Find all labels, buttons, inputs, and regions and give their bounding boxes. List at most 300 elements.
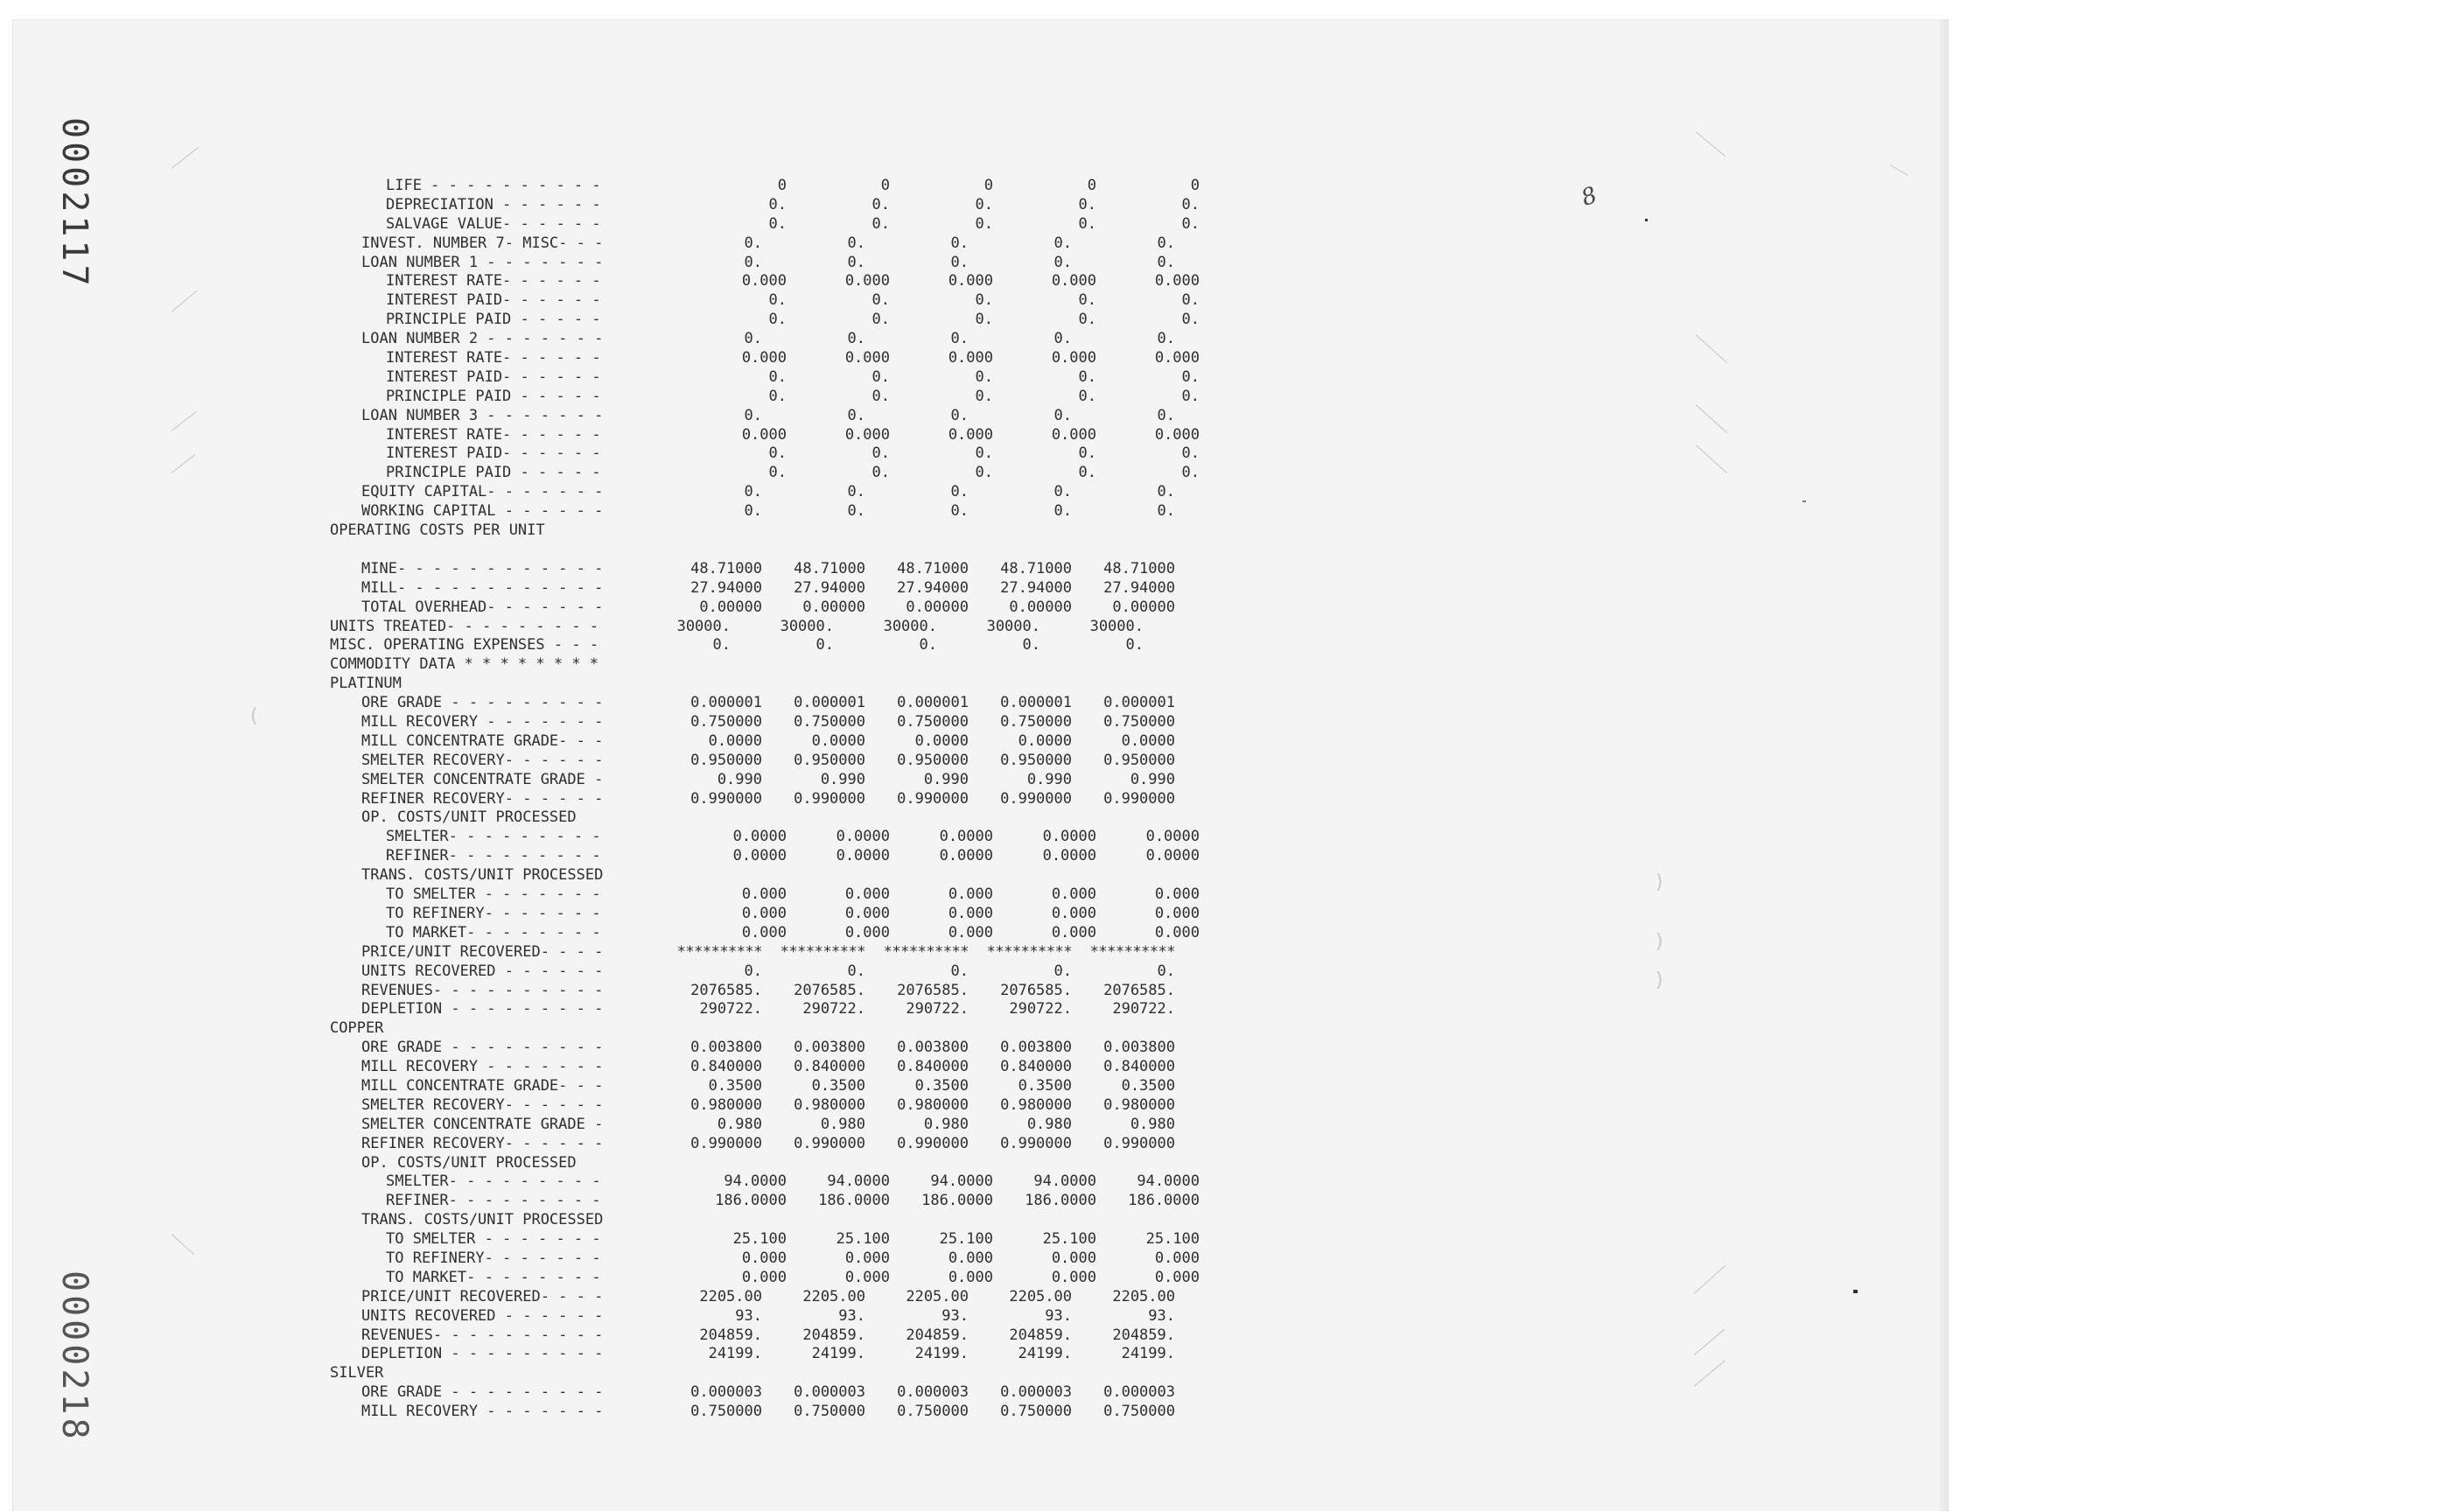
value-cell: 0. — [1181, 444, 1200, 463]
report-row — [330, 291, 1200, 311]
report-row — [330, 1250, 1200, 1269]
value-cell: 30000. — [986, 617, 1040, 635]
value-cell: 0.0000 — [914, 732, 969, 750]
value-cell: 0.000 — [1051, 1249, 1096, 1267]
value-cell: 0. — [847, 502, 865, 521]
value-cell: 0. — [1078, 195, 1096, 214]
report-row — [330, 732, 1200, 752]
scan-artifact: ( — [250, 705, 258, 727]
value-cell: 0. — [975, 195, 993, 214]
value-cell: 0.840000 — [794, 1058, 865, 1076]
row-label: PRICE/UNIT RECOVERED- - - - — [361, 942, 604, 961]
value-cell: 0.000001 — [1000, 694, 1072, 712]
handwritten-page-mark: 8 — [1578, 182, 1601, 212]
value-cell: 0.0000 — [732, 847, 787, 865]
value-cell: 0.950000 — [690, 751, 762, 769]
value-cell: 0. — [1181, 387, 1200, 405]
report-row — [330, 1269, 1200, 1288]
value-cell: 0.0000 — [1145, 828, 1200, 846]
computer-printout — [330, 177, 1200, 1422]
value-cell: 0.0000 — [732, 828, 787, 846]
report-row — [330, 1364, 1200, 1383]
value-cell: ********** — [986, 942, 1072, 961]
value-cell: 0.990000 — [690, 789, 762, 808]
row-label: SALVAGE VALUE- - - - - - — [386, 214, 601, 233]
value-cell: 0. — [744, 330, 762, 348]
value-cell: 0. — [768, 464, 787, 482]
row-label: TO REFINERY- - - - - - - — [386, 1249, 601, 1267]
value-cell: 0.750000 — [690, 1403, 762, 1421]
value-cell: 0.000 — [1051, 425, 1096, 444]
value-cell: 0. — [1157, 234, 1175, 252]
row-label: ORE GRADE - - - - - - - - - — [361, 1039, 604, 1057]
value-cell: 0. — [872, 368, 890, 386]
value-cell: 0. — [872, 444, 890, 463]
value-cell: 0. — [712, 636, 731, 654]
value-cell: 0.000 — [1051, 904, 1096, 922]
row-label: REVENUES- - - - - - - - - - — [361, 981, 604, 999]
value-cell: 186.0000 — [818, 1192, 890, 1210]
value-cell: 2076585. — [1000, 981, 1072, 999]
value-cell: 24199. — [1121, 1345, 1175, 1363]
value-cell: 0.0000 — [1042, 828, 1096, 846]
value-cell: 0. — [1078, 368, 1096, 386]
report-row — [330, 1058, 1200, 1077]
value-cell: 0.0000 — [1018, 732, 1072, 750]
report-row — [330, 962, 1200, 982]
scan-artifact: ) — [1656, 970, 1663, 991]
report-row — [330, 1383, 1200, 1403]
value-cell: 24199. — [914, 1345, 969, 1363]
row-label: TOTAL OVERHEAD- - - - - - - — [361, 598, 604, 616]
value-cell: 204859. — [802, 1326, 865, 1344]
value-cell: 0.950000 — [897, 751, 969, 769]
row-label: OP. COSTS/UNIT PROCESSED — [361, 808, 577, 827]
value-cell: 94.0000 — [1033, 1172, 1096, 1191]
value-cell: 0. — [950, 234, 969, 252]
report-row — [330, 1154, 1200, 1173]
value-cell: 0.0000 — [939, 847, 993, 865]
value-cell: 0.990000 — [690, 1134, 762, 1152]
report-row — [330, 502, 1200, 522]
value-cell: ********** — [883, 942, 969, 961]
value-cell: 0.000 — [844, 886, 890, 904]
value-cell: 0. — [744, 962, 762, 980]
report-row — [330, 752, 1200, 771]
value-cell: 25.100 — [1145, 1230, 1200, 1249]
value-cell: 0. — [1054, 962, 1072, 980]
row-label: ORE GRADE - - - - - - - - - — [361, 694, 604, 712]
value-cell: 186.0000 — [921, 1192, 993, 1210]
value-cell: 0. — [919, 636, 937, 654]
report-row — [330, 196, 1200, 215]
value-cell: 0. — [768, 311, 787, 329]
value-cell: 0. — [872, 387, 890, 405]
value-cell: 0. — [975, 311, 993, 329]
value-cell: 290722. — [1009, 1000, 1072, 1018]
value-cell: 0. — [1054, 234, 1072, 252]
value-cell: 2205.00 — [1009, 1287, 1072, 1306]
report-row — [330, 1288, 1200, 1307]
value-cell: 0.000 — [1051, 349, 1096, 367]
value-cell: 48.71000 — [690, 559, 762, 578]
value-cell: 0.980 — [820, 1115, 865, 1133]
value-cell: 0. — [768, 387, 787, 405]
value-cell: 0.000 — [1154, 904, 1200, 922]
row-label: PRICE/UNIT RECOVERED- - - - — [361, 1287, 604, 1306]
report-row — [330, 809, 1200, 829]
scan-artifact: ) — [1656, 931, 1663, 953]
value-cell: 0.0000 — [708, 732, 762, 750]
value-cell: 2076585. — [794, 981, 865, 999]
value-cell: 0.000 — [844, 904, 890, 922]
report-row — [330, 1326, 1200, 1346]
value-cell: ********** — [676, 942, 762, 961]
value-cell: 0 — [1087, 176, 1096, 194]
value-cell: 0. — [1078, 291, 1096, 310]
report-row — [330, 388, 1200, 407]
row-label: LOAN NUMBER 1 - - - - - - - — [361, 253, 604, 271]
value-cell: ********** — [780, 942, 865, 961]
value-cell: 0.000003 — [1103, 1383, 1175, 1402]
report-row — [330, 579, 1200, 598]
report-row — [330, 1172, 1200, 1192]
row-label: MINE- - - - - - - - - - - - — [361, 559, 604, 578]
value-cell: 0. — [847, 234, 865, 252]
value-cell: 0. — [1078, 444, 1096, 463]
value-cell: 0. — [768, 368, 787, 386]
value-cell: 0.750000 — [1000, 1403, 1072, 1421]
row-label: SMELTER RECOVERY- - - - - - — [361, 751, 604, 769]
value-cell: 0.950000 — [1103, 751, 1175, 769]
value-cell: 0.000 — [1154, 923, 1200, 942]
value-cell: 0.0000 — [1042, 847, 1096, 865]
row-label: SMELTER- - - - - - - - - — [386, 1172, 601, 1191]
frame-number-stamp: 0000218 — [54, 1270, 94, 1443]
row-label: OP. COSTS/UNIT PROCESSED — [361, 1153, 577, 1172]
value-cell: 0. — [1157, 502, 1175, 521]
report-row — [330, 1403, 1200, 1422]
value-cell: 2076585. — [1103, 981, 1175, 999]
value-cell: 48.71000 — [794, 559, 865, 578]
report-row — [330, 254, 1200, 273]
value-cell: 0.0000 — [811, 732, 865, 750]
row-label: TO MARKET- - - - - - - - — [386, 1268, 601, 1286]
report-row — [330, 598, 1200, 618]
value-cell: 0. — [975, 444, 993, 463]
value-cell: 0. — [975, 387, 993, 405]
value-cell: 0. — [1078, 214, 1096, 233]
document-number-stamp: 0002117 — [54, 117, 94, 290]
report-row — [330, 905, 1200, 924]
value-cell: 0. — [1078, 464, 1096, 482]
value-cell: 0. — [872, 214, 890, 233]
value-cell: 204859. — [906, 1326, 969, 1344]
report-row — [330, 330, 1200, 349]
scan-speck — [1853, 1290, 1858, 1293]
row-label: INTEREST RATE- - - - - - — [386, 349, 601, 367]
value-cell: 0. — [1054, 406, 1072, 424]
value-cell: 0.000 — [948, 1268, 993, 1286]
value-cell: 0.750000 — [1103, 1403, 1175, 1421]
value-cell: 0.000 — [741, 886, 787, 904]
scan-speck — [1645, 219, 1648, 221]
value-cell: 27.94000 — [794, 578, 865, 597]
report-row — [330, 886, 1200, 905]
value-cell: 25.100 — [939, 1230, 993, 1249]
row-label: MILL CONCENTRATE GRADE- - - — [361, 732, 604, 750]
value-cell: 0.3500 — [914, 1076, 969, 1095]
report-row — [330, 177, 1200, 196]
report-row — [330, 1116, 1200, 1135]
row-label: INTEREST PAID- - - - - - — [386, 291, 601, 310]
value-cell: 0.990 — [1130, 770, 1175, 788]
value-cell: 93. — [735, 1306, 762, 1325]
value-cell: 0. — [1181, 368, 1200, 386]
value-cell: 93. — [1045, 1306, 1072, 1325]
value-cell: 204859. — [1112, 1326, 1175, 1344]
value-cell: 0. — [847, 406, 865, 424]
report-row — [330, 407, 1200, 426]
row-label: COMMODITY DATA * * * * * * * * — [330, 655, 599, 674]
value-cell: 48.71000 — [1103, 559, 1175, 578]
value-cell: 0. — [768, 195, 787, 214]
report-row — [330, 1000, 1200, 1019]
value-cell: 94.0000 — [1137, 1172, 1200, 1191]
value-cell: 186.0000 — [715, 1192, 787, 1210]
row-label: EQUITY CAPITAL- - - - - - - — [361, 483, 604, 501]
value-cell: 0.000001 — [897, 694, 969, 712]
value-cell: 0.0000 — [836, 847, 890, 865]
value-cell: 0.000003 — [690, 1383, 762, 1402]
value-cell: 290722. — [802, 1000, 865, 1018]
value-cell: 0.000 — [1051, 1268, 1096, 1286]
row-label: TO SMELTER - - - - - - - — [386, 1230, 601, 1249]
value-cell: ********** — [1089, 942, 1175, 961]
row-label: TRANS. COSTS/UNIT PROCESSED — [361, 1211, 604, 1229]
value-cell: 0.3500 — [708, 1076, 762, 1095]
row-label: MILL RECOVERY - - - - - - - — [361, 1403, 604, 1421]
value-cell: 0.0000 — [836, 828, 890, 846]
value-cell: 0.750000 — [897, 1403, 969, 1421]
value-cell: 0.3500 — [1121, 1076, 1175, 1095]
value-cell: 0. — [1181, 464, 1200, 482]
value-cell: 0. — [975, 368, 993, 386]
value-cell: 0. — [744, 502, 762, 521]
row-label: MISC. OPERATING EXPENSES - - - — [330, 636, 599, 654]
report-row — [330, 675, 1200, 694]
value-cell: 204859. — [699, 1326, 762, 1344]
value-cell: 0.990000 — [1103, 1134, 1175, 1152]
value-cell: 93. — [838, 1306, 865, 1325]
value-cell: 290722. — [906, 1000, 969, 1018]
value-cell: 0.000 — [1154, 272, 1200, 290]
row-label: TO MARKET- - - - - - - - — [386, 923, 601, 942]
value-cell: 0. — [1157, 406, 1175, 424]
report-row — [330, 636, 1200, 655]
value-cell: 0. — [1078, 311, 1096, 329]
value-cell: 0.003800 — [794, 1039, 865, 1057]
row-label: INTEREST PAID- - - - - - — [386, 444, 601, 463]
row-label: MILL RECOVERY - - - - - - - — [361, 1058, 604, 1076]
value-cell: 0.990000 — [897, 789, 969, 808]
value-cell: 0.950000 — [1000, 751, 1072, 769]
row-label: ORE GRADE - - - - - - - - - — [361, 1383, 604, 1402]
value-cell: 94.0000 — [827, 1172, 890, 1191]
row-label: COPPER — [330, 1019, 384, 1038]
value-cell: 24199. — [811, 1345, 865, 1363]
value-cell: 0. — [872, 311, 890, 329]
value-cell: 0.000 — [948, 923, 993, 942]
value-cell: 0.000 — [948, 272, 993, 290]
value-cell: 0.990000 — [1103, 789, 1175, 808]
value-cell: 0.00000 — [1009, 598, 1072, 616]
row-label: INTEREST PAID- - - - - - — [386, 368, 601, 386]
value-cell: 0.000 — [741, 349, 787, 367]
value-cell: 0 — [1190, 176, 1200, 194]
value-cell: 0. — [1181, 311, 1200, 329]
value-cell: 93. — [1148, 1306, 1175, 1325]
value-cell: 0.750000 — [690, 713, 762, 732]
value-cell: 0. — [950, 406, 969, 424]
row-label: MILL RECOVERY - - - - - - - — [361, 713, 604, 732]
value-cell: 94.0000 — [724, 1172, 787, 1191]
row-label: TRANS. COSTS/UNIT PROCESSED — [361, 866, 604, 885]
value-cell: 0. — [950, 502, 969, 521]
report-row — [330, 694, 1200, 713]
value-cell: 0. — [1157, 330, 1175, 348]
value-cell: 0.000 — [948, 1249, 993, 1267]
row-label: LIFE - - - - - - - - - - — [386, 176, 601, 194]
value-cell: 0.000003 — [794, 1383, 865, 1402]
row-label: DEPLETION - - - - - - - - - — [361, 1345, 604, 1363]
value-cell: 0.00000 — [802, 598, 865, 616]
value-cell: 0.3500 — [1018, 1076, 1072, 1095]
row-label: LOAN NUMBER 2 - - - - - - - — [361, 330, 604, 348]
report-row — [330, 1230, 1200, 1250]
report-row — [330, 655, 1200, 675]
value-cell: 0. — [950, 962, 969, 980]
report-row — [330, 234, 1200, 254]
scan-artifact: ) — [1656, 872, 1663, 893]
value-cell: 0.000 — [844, 923, 890, 942]
value-cell: 24199. — [708, 1345, 762, 1363]
report-row — [330, 541, 1200, 560]
value-cell: 27.94000 — [1103, 578, 1175, 597]
row-label: REFINER RECOVERY- - - - - - — [361, 1134, 604, 1152]
value-cell: 0 — [777, 176, 787, 194]
value-cell: 0. — [872, 291, 890, 310]
report-row — [330, 847, 1200, 866]
value-cell: 0.990000 — [1000, 789, 1072, 808]
value-cell: 0.990000 — [794, 1134, 865, 1152]
value-cell: 0.990 — [820, 770, 865, 788]
row-label: WORKING CAPITAL - - - - - - — [361, 502, 604, 521]
value-cell: 25.100 — [836, 1230, 890, 1249]
value-cell: 0.000 — [741, 272, 787, 290]
report-row — [330, 828, 1200, 847]
value-cell: 94.0000 — [930, 1172, 993, 1191]
row-label: REVENUES- - - - - - - - - - — [361, 1326, 604, 1344]
value-cell: 0. — [1157, 253, 1175, 271]
value-cell: 0.980 — [1130, 1115, 1175, 1133]
value-cell: 0.0000 — [1121, 732, 1175, 750]
value-cell: 0.000 — [1051, 923, 1096, 942]
report-row — [330, 522, 1200, 541]
value-cell: 0.990000 — [1000, 1134, 1072, 1152]
value-cell: 0. — [1181, 291, 1200, 310]
value-cell: 0. — [1054, 253, 1072, 271]
value-cell: 0. — [1181, 214, 1200, 233]
report-row — [330, 943, 1200, 962]
value-cell: 0.980 — [717, 1115, 762, 1133]
value-cell: 0.980000 — [1000, 1096, 1072, 1114]
value-cell: 0.000 — [844, 425, 890, 444]
value-cell: 2205.00 — [699, 1287, 762, 1306]
value-cell: 0. — [1078, 387, 1096, 405]
value-cell: 0.000 — [844, 1249, 890, 1267]
value-cell: 2205.00 — [1112, 1287, 1175, 1306]
value-cell: 0. — [1181, 195, 1200, 214]
row-label: DEPRECIATION - - - - - - — [386, 195, 601, 214]
value-cell: 0.750000 — [1000, 713, 1072, 732]
row-label: INTEREST RATE- - - - - - — [386, 425, 601, 444]
value-cell: 0.840000 — [1103, 1058, 1175, 1076]
value-cell: 0 — [880, 176, 890, 194]
report-row — [330, 771, 1200, 790]
value-cell: 186.0000 — [1128, 1192, 1200, 1210]
value-cell: 0.000 — [844, 1268, 890, 1286]
value-cell: 0. — [744, 406, 762, 424]
value-cell: 0. — [1054, 502, 1072, 521]
row-label: PRINCIPLE PAID - - - - - — [386, 311, 601, 329]
value-cell: 0.000 — [1051, 886, 1096, 904]
value-cell: 24199. — [1018, 1345, 1072, 1363]
value-cell: 0. — [1157, 962, 1175, 980]
value-cell: 0.000 — [1051, 272, 1096, 290]
report-row — [330, 560, 1200, 579]
value-cell: 0.980 — [1026, 1115, 1072, 1133]
value-cell: 0.000 — [948, 886, 993, 904]
row-label: SMELTER- - - - - - - - - — [386, 828, 601, 846]
row-label: PLATINUM — [330, 675, 402, 693]
value-cell: 0.000 — [948, 425, 993, 444]
value-cell: 30000. — [1089, 617, 1144, 635]
report-row — [330, 618, 1200, 637]
row-label: UNITS RECOVERED - - - - - - — [361, 1306, 604, 1325]
report-row — [330, 272, 1200, 291]
value-cell: 0 — [984, 176, 993, 194]
row-label: DEPLETION - - - - - - - - - — [361, 1000, 604, 1018]
value-cell: 0. — [744, 483, 762, 501]
row-label: TO REFINERY- - - - - - - — [386, 904, 601, 922]
value-cell: 0.980 — [923, 1115, 969, 1133]
value-cell: 0.00000 — [1112, 598, 1175, 616]
value-cell: 0.003800 — [897, 1039, 969, 1057]
value-cell: 0.750000 — [794, 1403, 865, 1421]
value-cell: 0. — [768, 291, 787, 310]
value-cell: 290722. — [699, 1000, 762, 1018]
value-cell: 0.990 — [717, 770, 762, 788]
value-cell: 0. — [1125, 636, 1144, 654]
row-label: SMELTER RECOVERY- - - - - - — [361, 1096, 604, 1114]
value-cell: 186.0000 — [1025, 1192, 1096, 1210]
value-cell: 0. — [950, 483, 969, 501]
report-row — [330, 349, 1200, 368]
value-cell: 27.94000 — [690, 578, 762, 597]
report-row — [330, 1307, 1200, 1326]
report-row — [330, 1211, 1200, 1230]
